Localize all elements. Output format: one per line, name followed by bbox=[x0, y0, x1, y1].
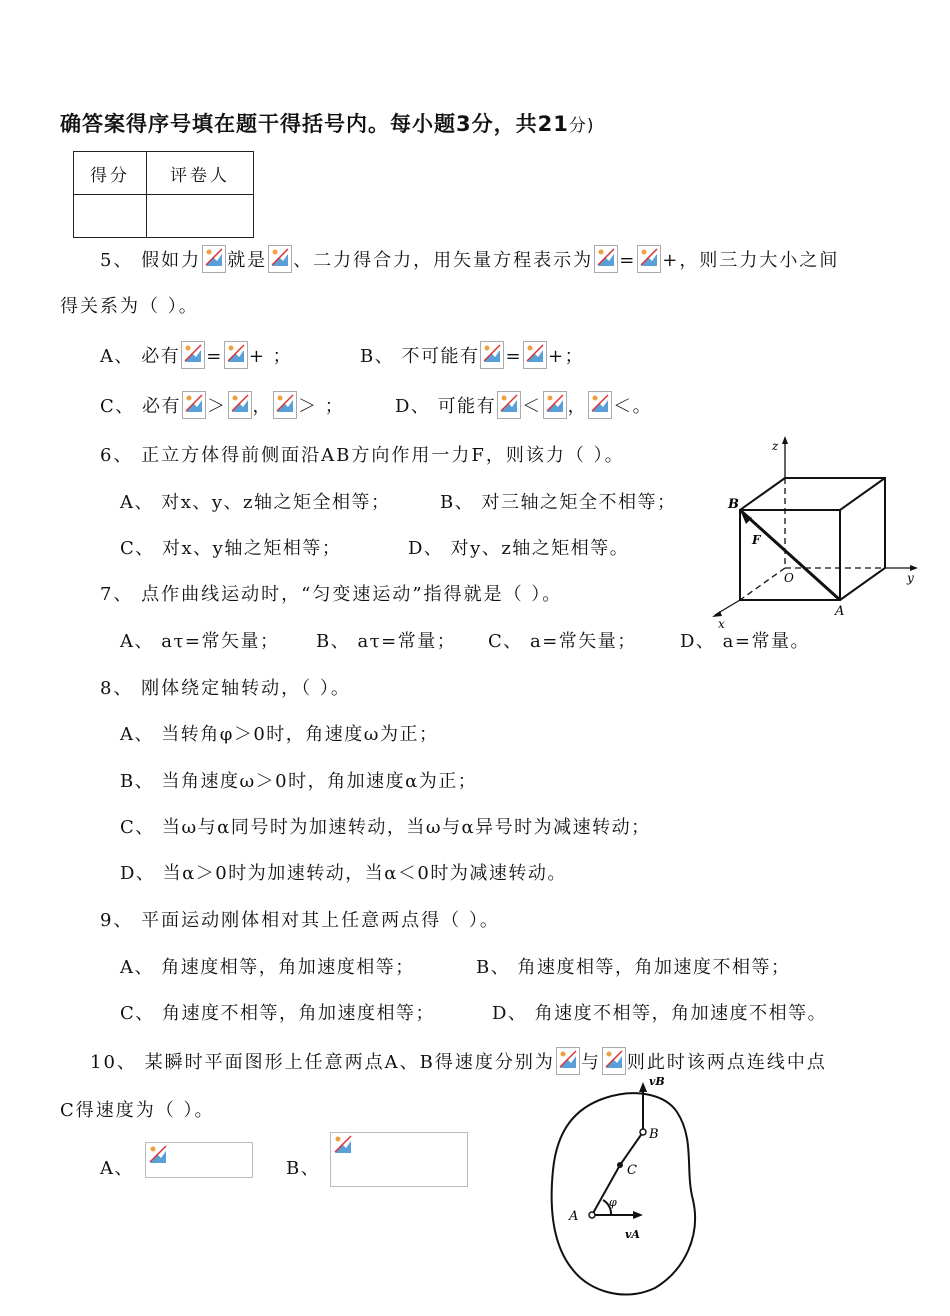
q5-a-label: A、 必有 bbox=[100, 346, 181, 367]
q10-text-1: 10、 某瞬时平面图形上任意两点A、B得速度分别为 bbox=[90, 1052, 555, 1073]
q9-option-c[interactable]: C、 角速度不相等，角加速度相等； bbox=[120, 1003, 435, 1024]
q10-stem bbox=[90, 1047, 827, 1075]
q7-option-a[interactable]: A、 aτ=常矢量； bbox=[120, 631, 280, 652]
q9-stem: 9、 平面运动刚体相对其上任意两点得（ ）。 bbox=[100, 910, 500, 931]
q10-stem-2: C得速度为（ ）。 bbox=[60, 1100, 215, 1121]
cube-label-f: F bbox=[752, 533, 761, 547]
header-text: 确答案得序号填在题干得括号内。每小题3分，共21 bbox=[60, 112, 569, 136]
q5-d-tail: ＜。 bbox=[613, 396, 653, 417]
q5-text-2: 就是 bbox=[227, 250, 268, 271]
broken-image-icon bbox=[202, 245, 226, 273]
q5-option-b[interactable] bbox=[360, 341, 584, 369]
q5-c-comma: ， bbox=[252, 396, 272, 417]
q10-option-b-image[interactable] bbox=[330, 1132, 468, 1187]
plane-figure-diagram bbox=[545, 1070, 715, 1300]
cube-label-y: y bbox=[907, 571, 914, 585]
grader-cell[interactable] bbox=[147, 195, 254, 238]
q6-stem: 6、 正立方体得前侧面沿AB方向作用一力F，则该力（ ）。 bbox=[100, 445, 625, 466]
cube-label-b: B bbox=[728, 497, 739, 512]
cube-label-x: x bbox=[718, 617, 725, 630]
broken-image-icon bbox=[480, 341, 504, 369]
q9-option-a[interactable]: A、 角速度相等，角加速度相等； bbox=[120, 957, 415, 978]
q6-option-d[interactable]: D、 对y、z轴之矩相等。 bbox=[408, 538, 630, 559]
broken-image-icon bbox=[637, 245, 661, 273]
broken-image-icon bbox=[523, 341, 547, 369]
q9-option-d[interactable]: D、 角速度不相等，角加速度不相等。 bbox=[492, 1003, 828, 1024]
q5-a-tail: + ； bbox=[248, 346, 293, 367]
plate-label-b: B bbox=[649, 1127, 659, 1142]
q10-option-a-image[interactable] bbox=[145, 1142, 253, 1178]
q5-option-a[interactable] bbox=[100, 341, 292, 369]
q8-option-b[interactable]: B、 当角速度ω＞0时，角加速度α为正； bbox=[120, 771, 478, 792]
q5-d-lt: ＜ bbox=[522, 396, 542, 417]
broken-image-icon bbox=[147, 1143, 169, 1169]
header-suffix: 分) bbox=[568, 116, 595, 136]
q5-b-eq: = bbox=[505, 346, 523, 367]
broken-image-icon bbox=[273, 391, 297, 419]
broken-image-icon bbox=[228, 391, 252, 419]
q5-stem bbox=[100, 245, 839, 273]
q9-option-b[interactable]: B、 角速度相等，角加速度不相等； bbox=[476, 957, 791, 978]
plate-label-phi: φ bbox=[609, 1196, 617, 1209]
q5-option-d[interactable] bbox=[395, 391, 652, 419]
q6-option-a[interactable]: A、 对x、y、z轴之矩全相等； bbox=[120, 492, 391, 513]
q6-option-c[interactable]: C、 对x、y轴之矩相等； bbox=[120, 538, 342, 559]
q5-text-1: 5、 假如力 bbox=[100, 250, 202, 271]
broken-image-icon bbox=[181, 341, 205, 369]
grader-header: 评卷人 bbox=[147, 152, 254, 195]
cube-diagram bbox=[700, 430, 930, 630]
score-cell[interactable] bbox=[74, 195, 147, 238]
q5-b-tail: +； bbox=[548, 346, 585, 367]
plate-label-a: A bbox=[569, 1209, 579, 1224]
q5-c-label: C、 必有 bbox=[100, 396, 181, 417]
q7-option-b[interactable]: B、 aτ=常量； bbox=[316, 631, 457, 652]
q5-option-c[interactable] bbox=[100, 391, 344, 419]
cube-label-z: z bbox=[772, 439, 779, 453]
score-table bbox=[73, 151, 254, 238]
q5-b-label: B、 不可能有 bbox=[360, 346, 480, 367]
q5-d-label: D、 可能有 bbox=[395, 396, 497, 417]
broken-image-icon bbox=[588, 391, 612, 419]
plate-label-vb: vB bbox=[649, 1075, 665, 1088]
section-header bbox=[60, 108, 594, 138]
broken-image-icon bbox=[182, 391, 206, 419]
cube-label-a: A bbox=[835, 604, 845, 619]
broken-image-icon bbox=[332, 1133, 354, 1159]
q10-text-3: 则此时该两点连线中点 bbox=[626, 1052, 827, 1073]
q5-stem-2: 得关系为（ ）。 bbox=[60, 296, 199, 317]
broken-image-icon bbox=[497, 391, 521, 419]
q5-text-4: = bbox=[619, 250, 637, 271]
broken-image-icon bbox=[543, 391, 567, 419]
q8-option-d[interactable]: D、 当α＞0时为加速转动，当α＜0时为减速转动。 bbox=[120, 863, 567, 884]
q5-a-eq: = bbox=[206, 346, 223, 367]
q5-c-gt: ＞ bbox=[207, 396, 227, 417]
plate-label-va: vA bbox=[625, 1228, 640, 1241]
broken-image-icon bbox=[594, 245, 618, 273]
q8-option-c[interactable]: C、 当ω与α同号时为加速转动，当ω与α异号时为减速转动； bbox=[120, 817, 651, 838]
q10-option-b-label[interactable]: B、 bbox=[286, 1158, 321, 1179]
q5-c-tail: ＞ ； bbox=[298, 396, 345, 417]
q5-text-3: 、二力得合力，用矢量方程表示为 bbox=[293, 250, 594, 271]
plate-label-c: C bbox=[627, 1163, 637, 1178]
q5-d-comma: ， bbox=[567, 396, 588, 417]
q8-option-a[interactable]: A、 当转角φ＞0时，角速度ω为正； bbox=[120, 724, 439, 745]
broken-image-icon bbox=[268, 245, 292, 273]
cube-label-o: O bbox=[784, 571, 794, 585]
q7-option-c[interactable]: C、 a=常矢量； bbox=[488, 631, 637, 652]
q10-text-2: 与 bbox=[580, 1052, 601, 1073]
q6-option-b[interactable]: B、 对三轴之矩全不相等； bbox=[440, 492, 677, 513]
q7-stem: 7、 点作曲线运动时，“匀变速运动”指得就是（ ）。 bbox=[100, 584, 563, 605]
broken-image-icon bbox=[224, 341, 248, 369]
q5-text-5: +，则三力大小之间 bbox=[662, 250, 840, 271]
score-header: 得分 bbox=[74, 152, 147, 195]
q8-stem: 8、 刚体绕定轴转动，（ ）。 bbox=[100, 678, 351, 699]
q7-option-d[interactable]: D、 a=常量。 bbox=[680, 631, 810, 652]
q10-option-a-label[interactable]: A、 bbox=[100, 1158, 134, 1179]
